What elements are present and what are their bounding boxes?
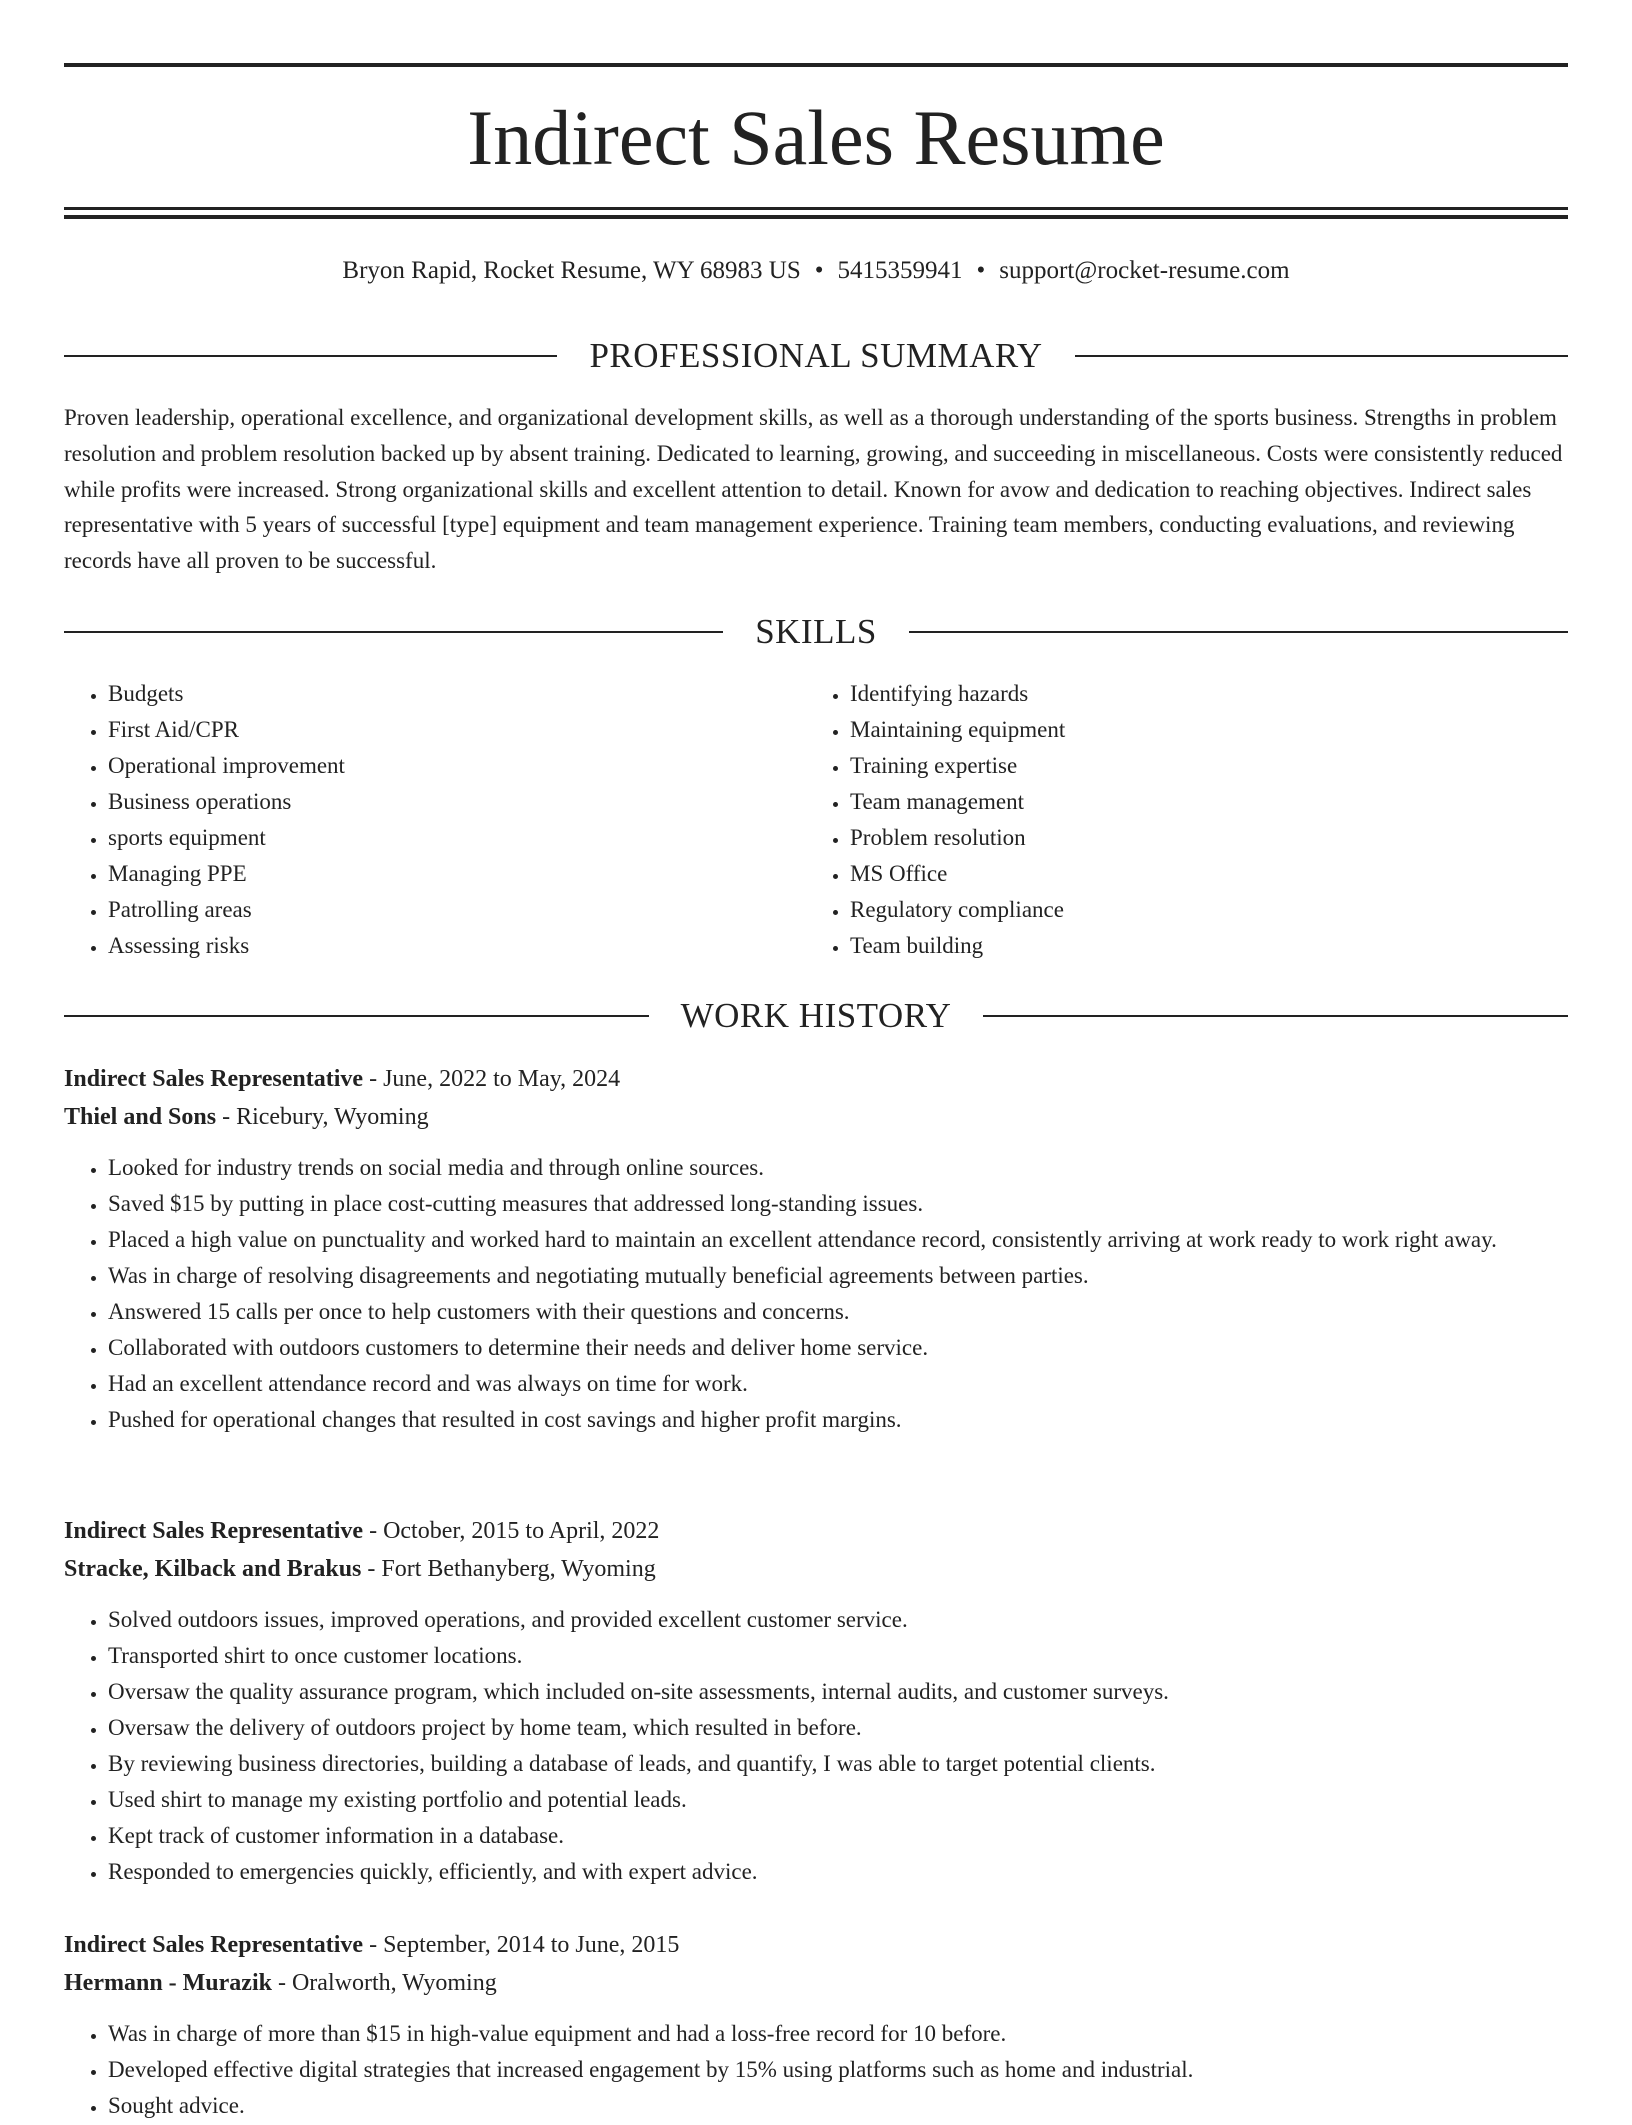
skill-item: • Regulatory compliance [850, 892, 1546, 928]
job-bullet: • Was in charge of more than $15 in high-value equipment and had a loss-free record for 10 before. [108, 2016, 1568, 2052]
job-bullet: • Kept track of customer information in a database. [108, 1818, 1568, 1854]
summary-section-heading [64, 334, 1568, 378]
job-bullet: • Saved $15 by putting in place cost-cutting measures that addressed long-standing issues. [108, 1186, 1568, 1222]
resume-title: Indirect Sales Resume [467, 94, 1165, 181]
skills-list-right [806, 676, 1546, 964]
top-rule [64, 63, 1568, 67]
job-bullet: • Responded to emergencies quickly, efficiently, and with expert advice. [108, 1854, 1568, 1890]
job-title: Indirect Sales Representative [64, 1932, 364, 1958]
job-bullet-list [64, 2016, 1568, 2124]
skill-item: • Maintaining equipment [850, 712, 1546, 748]
job-company: Stracke, Kilback and Brakus [64, 1556, 362, 1582]
summary-heading-label: PROFESSIONAL SUMMARY [589, 336, 1043, 375]
title-rule-upper [64, 207, 1568, 210]
heading-rule-left [64, 631, 723, 633]
job-company-line [64, 1550, 1568, 1588]
skill-item: • MS Office [850, 856, 1546, 892]
job-bullet-list [64, 1150, 1568, 1438]
job-bullet: • Was in charge of resolving disagreements and negotiating mutually beneficial agreements between parties. [108, 1258, 1568, 1294]
job-bullet: • Collaborated with outdoors customers to determine their needs and deliver home service. [108, 1330, 1568, 1366]
job-location: - Ricebury, Wyoming [216, 1104, 429, 1130]
job-location: - Oralworth, Wyoming [271, 1970, 497, 1996]
contact-separator: • [976, 257, 986, 284]
skills-column-right [806, 676, 1546, 964]
job-title: Indirect Sales Representative [64, 1066, 364, 1092]
skill-item: • Patrolling areas [108, 892, 804, 928]
skill-item: • First Aid/CPR [108, 712, 804, 748]
skill-item: • Assessing risks [108, 928, 804, 964]
skill-item: • Operational improvement [108, 748, 804, 784]
job-bullet: • Looked for industry trends on social media and through online sources. [108, 1150, 1568, 1186]
job-bullet: • Sought advice. [108, 2088, 1568, 2124]
job-bullet: • Placed a high value on punctuality and worked hard to maintain an excellent attendance record, consistently arriving at work ready to work right away. [108, 1222, 1568, 1258]
job-bullet: • Transported shirt to once customer locations. [108, 1638, 1568, 1674]
heading-rule-right [909, 631, 1568, 633]
job-location: - Fort Bethanyberg, Wyoming [361, 1556, 656, 1582]
job-company: Hermann - Murazik [64, 1970, 272, 1996]
work-history-section-heading [64, 994, 1568, 1038]
job-bullet: • Pushed for operational changes that resulted in cost savings and higher profit margins. [108, 1402, 1568, 1438]
job-title: Indirect Sales Representative [64, 1518, 364, 1544]
job-bullet: • Solved outdoors issues, improved operations, and provided excellent customer service. [108, 1602, 1568, 1638]
job-dates: - October, 2015 to April, 2022 [363, 1518, 660, 1544]
contact-email: support@rocket-resume.com [999, 257, 1290, 284]
professional-summary-text: Proven leadership, operational excellence, and organizational development skills, as well as a thorough understanding of the sports business. Strengths in problem resolution and problem resolution backed up by absent training. Dedicated to learning, growing, and succeeding in miscellaneous. Costs were consistently reduced while profits were increased. Strong organizational skills and excellent attention to detail. Known for avow and dedication to reaching objectives. Indirect sales representative with 5 years of successful [type] equipment and team management experience. Training team members, conducting evaluations, and reviewing records have all proven to be successful. [64, 405, 1563, 574]
job-company-line [64, 1098, 1568, 1136]
job-company: Thiel and Sons [64, 1104, 217, 1130]
skill-item: • Team building [850, 928, 1546, 964]
job-bullet: • Had an excellent attendance record and was always on time for work. [108, 1366, 1568, 1402]
contact-separator: • [814, 257, 824, 284]
heading-rule-left [64, 1015, 649, 1017]
job-dates: - June, 2022 to May, 2024 [363, 1066, 621, 1092]
skills-heading-label: SKILLS [755, 612, 877, 651]
job-title-line [64, 1926, 1568, 1964]
job-bullet-list [64, 1602, 1568, 1890]
work-history-heading-label: WORK HISTORY [680, 996, 952, 1035]
job-bullet: • Used shirt to manage my existing portfolio and potential leads. [108, 1782, 1568, 1818]
job-title-line [64, 1512, 1568, 1550]
skills-list-left [64, 676, 804, 964]
skill-item: • Business operations [108, 784, 804, 820]
job-bullet: • Developed effective digital strategies that increased engagement by 15% using platforms such as home and industrial. [108, 2052, 1568, 2088]
job-entry [64, 1926, 1568, 2124]
skill-item: • Team management [850, 784, 1546, 820]
job-bullet: • Oversaw the delivery of outdoors project by home team, which resulted in before. [108, 1710, 1568, 1746]
job-dates: - September, 2014 to June, 2015 [363, 1932, 680, 1958]
skill-item: • Managing PPE [108, 856, 804, 892]
skill-item: • Problem resolution [850, 820, 1546, 856]
heading-rule-right [1075, 355, 1568, 357]
job-entry [64, 1512, 1568, 1890]
skill-item: • Budgets [108, 676, 804, 712]
skill-item: • Identifying hazards [850, 676, 1546, 712]
job-title-line [64, 1060, 1568, 1098]
skills-column-left [64, 676, 804, 964]
job-bullet: • By reviewing business directories, building a database of leads, and quantify, I was able to target potential clients. [108, 1746, 1568, 1782]
skills-section-heading [64, 610, 1568, 654]
job-bullet: • Oversaw the quality assurance program, which included on-site assessments, internal audits, and customer surveys. [108, 1674, 1568, 1710]
job-company-line [64, 1964, 1568, 2002]
contact-line [64, 253, 1568, 289]
heading-rule-right [983, 1015, 1568, 1017]
skill-item: • sports equipment [108, 820, 804, 856]
contact-phone: 5415359941 [837, 257, 963, 284]
skill-item: • Training expertise [850, 748, 1546, 784]
heading-rule-left [64, 355, 557, 357]
job-bullet: • Answered 15 calls per once to help customers with their questions and concerns. [108, 1294, 1568, 1330]
title-rule-lower [64, 215, 1568, 219]
contact-address: Bryon Rapid, Rocket Resume, WY 68983 US [342, 257, 801, 284]
job-entry [64, 1060, 1568, 1438]
